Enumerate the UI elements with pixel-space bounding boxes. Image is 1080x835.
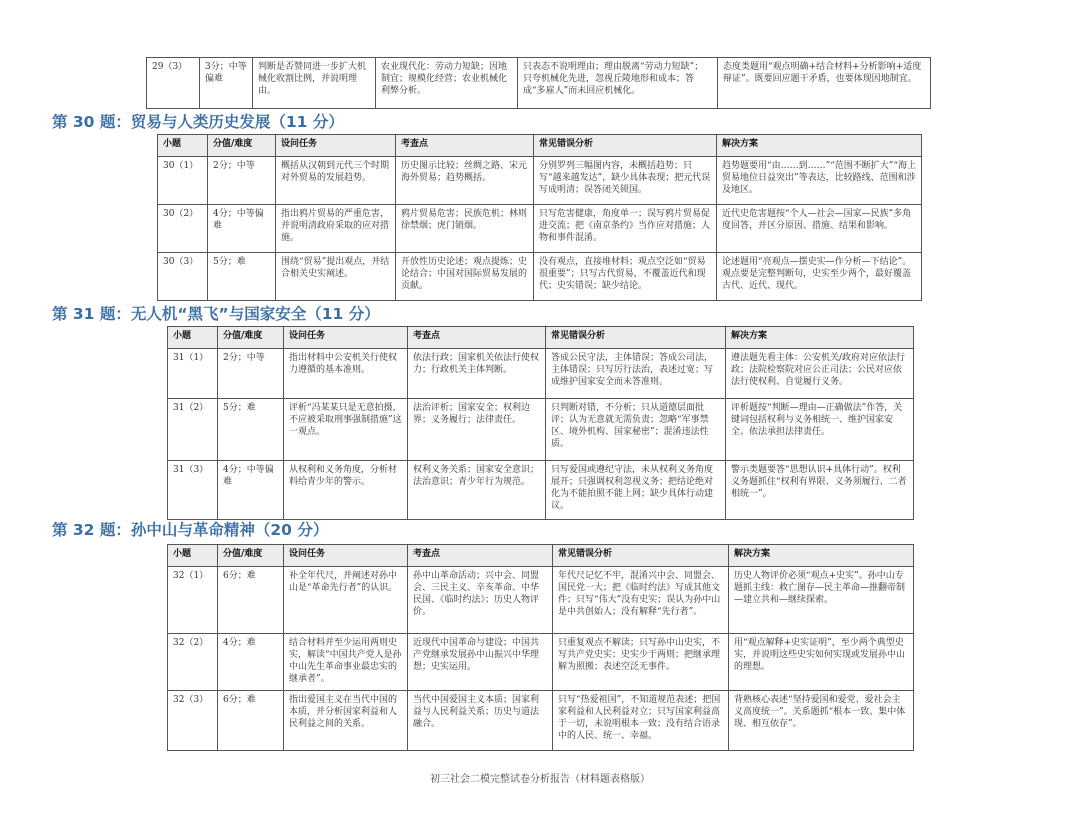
- table-header-row: [168, 327, 914, 349]
- cell-score: 3分；中等偏难: [200, 58, 253, 109]
- cell-score: 4分；中等偏难: [218, 461, 284, 520]
- cell-score: 2分；中等: [218, 349, 284, 399]
- cell-errors: 只判断对错，不分析；只从道德层面批评；认为无意就无需负责；忽略“军事禁区、境外机构、国家秘密”；混淆违法性质。: [546, 399, 726, 461]
- header-knowledge: 考查点: [408, 545, 553, 567]
- cell-knowledge: 法治评析；国家安全；权利边界；义务履行；法律责任。: [408, 399, 546, 461]
- cell-subquestion: 31（1）: [168, 349, 218, 399]
- table-header-row: [168, 545, 914, 567]
- cell-score: 4分；难: [218, 634, 284, 691]
- cell-errors: 答成公民守法，主体错误；答成公司法，主体错误；只写厉行法治，表述过宽；写成维护国家安全而未答准则。: [546, 349, 726, 399]
- header-errors: 常见错误分析: [534, 135, 717, 157]
- table-row: [168, 691, 914, 751]
- cell-solution: 历史人物评价必须“观点+史实”。孙中山专题抓主线：救亡图存—民主革命—推翻帝制—建立共和—继续探索。: [729, 567, 914, 634]
- header-task: 设问任务: [284, 545, 408, 567]
- header-score: 分值/难度: [218, 327, 284, 349]
- cell-task: 补全年代尺，并阐述对孙中山是“革命先行者”的认识。: [284, 567, 408, 634]
- cell-task: 从权利和义务角度，分析材料给青少年的警示。: [284, 461, 408, 520]
- cell-solution: 遵法题先看主体：公安机关/政府对应依法行政；法院检察院对应公正司法；公民对应依法行使权利、自觉履行义务。: [726, 349, 914, 399]
- cell-subquestion: 31（2）: [168, 399, 218, 461]
- cell-score: 2分；中等: [208, 157, 276, 205]
- header-solution: 解决方案: [726, 327, 914, 349]
- table-row: [168, 567, 914, 634]
- table-header-row: [158, 135, 922, 157]
- cell-task: 概括从汉朝到元代三个时期对外贸易的发展趋势。: [276, 157, 396, 205]
- header-subquestion: 小题: [158, 135, 208, 157]
- cell-solution: 论述题用“亮观点—摆史实—作分析—下结论”。观点要是完整判断句，史实至少两个，最好覆盖古代、近代、现代。: [717, 253, 922, 301]
- header-solution: 解决方案: [717, 135, 922, 157]
- cell-errors: 分别罗列三幅图内容，未概括趋势；只写“越来越发达”，缺少具体表现；把元代误写成明清；误答闭关锁国。: [534, 157, 717, 205]
- cell-solution: 评析题按“判断—理由—正确做法”作答，关键词包括权利与义务相统一、维护国家安全、依法承担法律责任。: [726, 399, 914, 461]
- cell-solution: 近代史危害题按“个人—社会—国家—民族”多角度回答，并区分原因、措施、结果和影响。: [717, 205, 922, 253]
- cell-subquestion: 31（3）: [168, 461, 218, 520]
- cell-solution: 趋势题要用“由……到……”“范围不断扩大”“海上贸易地位日益突出”等表达，比较路线、范围和涉及地区。: [717, 157, 922, 205]
- cell-subquestion: 30（1）: [158, 157, 208, 205]
- section-heading-q31: 第 31 题：无人机“黑飞”与国家安全（11 分）: [52, 305, 380, 323]
- cell-subquestion: 32（3）: [168, 691, 218, 751]
- cell-solution: 背熟核心表述“坚持爱国和爱党、爱社会主义高度统一”。关系题抓“根本一致、集中体现、相互依存”。: [729, 691, 914, 751]
- header-subquestion: 小题: [168, 327, 218, 349]
- cell-errors: 只重复观点不解读；只写孙中山史实，不写共产党史实；史实少于两则；把继承理解为照搬；表述空泛无事件。: [553, 634, 729, 691]
- section-heading-q32: 第 32 题：孙中山与革命精神（20 分）: [52, 521, 329, 539]
- table-q32: [167, 544, 914, 751]
- table-row: [168, 399, 914, 461]
- cell-task: 判断是否赞同进一步扩大机械化收割比例，并说明理由。: [253, 58, 376, 109]
- cell-errors: 年代尺记忆不牢，混淆兴中会、同盟会、国民党一大；把《临时约法》写成其他文件；只写“伟大”没有史实；误认为孙中山是中共创始人；没有解释“先行者”。: [553, 567, 729, 634]
- cell-errors: 只写“热爱祖国”，不知道规范表述；把国家利益和人民利益对立；只写国家利益高于一切，未说明根本一致；没有结合语录中的人民、统一、幸福。: [553, 691, 729, 751]
- table-row: [168, 461, 914, 520]
- cell-knowledge: 近现代中国革命与建设；中国共产党继承发展孙中山振兴中华理想；史实运用。: [408, 634, 553, 691]
- table-row: [158, 253, 922, 301]
- cell-task: 指出鸦片贸易的严重危害，并说明清政府采取的应对措施。: [276, 205, 396, 253]
- cell-knowledge: 权利义务关系；国家安全意识；法治意识；青少年行为规范。: [408, 461, 546, 520]
- cell-knowledge: 历史图示比较；丝绸之路、宋元海外贸易；趋势概括。: [396, 157, 534, 205]
- cell-score: 6分；难: [218, 567, 284, 634]
- header-score: 分值/难度: [208, 135, 276, 157]
- cell-knowledge: 农业现代化：劳动力短缺；因地制宜；规模化经营；农业机械化利弊分析。: [376, 58, 518, 109]
- header-knowledge: 考查点: [408, 327, 546, 349]
- table-row: [147, 58, 931, 109]
- header-errors: 常见错误分析: [553, 545, 729, 567]
- cell-score: 4分；中等偏难: [208, 205, 276, 253]
- cell-subquestion: 30（3）: [158, 253, 208, 301]
- cell-knowledge: 依法行政；国家机关依法行使权力；行政机关主体判断。: [408, 349, 546, 399]
- cell-errors: 只写爱国或遵纪守法，未从权利义务角度展开；只强调权利忽视义务；把结论绝对化为不能拍照不能上网；缺少具体行动建议。: [546, 461, 726, 520]
- cell-knowledge: 孙中山革命活动；兴中会、同盟会、三民主义、辛亥革命、中华民国、《临时约法》；历史人物评价。: [408, 567, 553, 634]
- cell-knowledge: 开放性历史论述；观点提炼；史论结合；中国对国际贸易发展的贡献。: [396, 253, 534, 301]
- header-score: 分值/难度: [218, 545, 284, 567]
- cell-errors: 只表态不说明理由；理由脱离“劳动力短缺”；只夸机械化先进，忽视丘陵地形和成本；答成“多雇人”而未回应机械化。: [518, 58, 718, 109]
- table-row: [158, 157, 922, 205]
- cell-subquestion: 29（3）: [147, 58, 200, 109]
- cell-errors: 没有观点，直接堆材料；观点空泛如“贸易很重要”；只写古代贸易，不覆盖近代和现代；史实错误；缺少结论。: [534, 253, 717, 301]
- cell-task: 结合材料并至少运用两则史实，解读“中国共产党人是孙中山先生革命事业最忠实的继承者”。: [284, 634, 408, 691]
- header-errors: 常见错误分析: [546, 327, 726, 349]
- cell-subquestion: 30（2）: [158, 205, 208, 253]
- header-solution: 解决方案: [729, 545, 914, 567]
- table-row: [168, 349, 914, 399]
- header-subquestion: 小题: [168, 545, 218, 567]
- table-row: [168, 634, 914, 691]
- cell-knowledge: 当代中国爱国主义本质；国家利益与人民利益关系；历史与道法融合。: [408, 691, 553, 751]
- cell-knowledge: 鸦片贸易危害；民族危机；林则徐禁烟；虎门销烟。: [396, 205, 534, 253]
- cell-task: 围绕“贸易”提出观点，并结合相关史实阐述。: [276, 253, 396, 301]
- page-footer: 初三社会二模完整试卷分析报告（材料题表格版）: [430, 774, 650, 785]
- cell-solution: 态度类题用“观点明确+结合材料+分析影响+适度辩证”。既要回应题干矛盾，也要体现因地制宜。: [718, 58, 931, 109]
- cell-solution: 用“观点解释+史实证明”，至少两个典型史实，并说明这些史实如何实现或发展孙中山的理想。: [729, 634, 914, 691]
- header-task: 设问任务: [284, 327, 408, 349]
- cell-solution: 警示类题要答“思想认识+具体行动”。权利义务题抓住“权利有界限、义务须履行、二者相统一”。: [726, 461, 914, 520]
- cell-score: 5分；难: [218, 399, 284, 461]
- table-q31: [167, 326, 914, 520]
- table-row: [158, 205, 922, 253]
- cell-task: 指出爱国主义在当代中国的本质，并分析国家利益和人民利益之间的关系。: [284, 691, 408, 751]
- section-heading-q30: 第 30 题：贸易与人类历史发展（11 分）: [52, 113, 344, 131]
- cell-subquestion: 32（1）: [168, 567, 218, 634]
- header-task: 设问任务: [276, 135, 396, 157]
- cell-errors: 只写危害健康，角度单一；误写鸦片贸易促进交流；把《南京条约》当作应对措施；人物和事件混淆。: [534, 205, 717, 253]
- cell-task: 指出材料中公安机关行使权力遵循的基本准则。: [284, 349, 408, 399]
- cell-task: 评析“冯某某只是无意拍摄，不应被采取刑事强制措施”这一观点。: [284, 399, 408, 461]
- cell-score: 6分；难: [218, 691, 284, 751]
- cell-subquestion: 32（2）: [168, 634, 218, 691]
- table-q29-continued: [146, 57, 931, 109]
- cell-score: 5分；难: [208, 253, 276, 301]
- table-q30: [157, 134, 922, 301]
- header-knowledge: 考查点: [396, 135, 534, 157]
